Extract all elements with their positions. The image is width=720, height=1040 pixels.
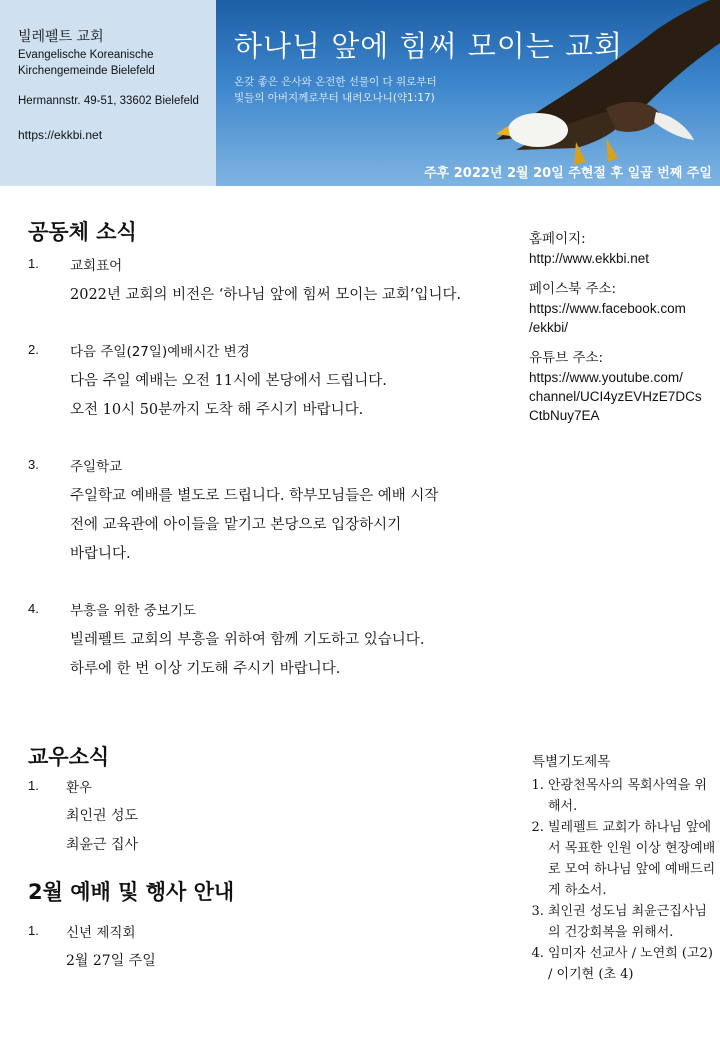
banner-verse-line: 온갖 좋은 은사와 온전한 선물이 다 위로부터 [234,76,437,88]
facebook-label: 페이스북 주소: [529,281,617,297]
item-number: 1. [28,256,39,271]
banner [216,0,720,186]
item-number: 1. [28,778,39,793]
item-text: 최윤근 집사 [66,837,139,853]
item-text: 오전 10시 50분까지 도착 해 주시기 바랍니다. [70,402,364,418]
service-date: 주후 2022년 2월 20일 주현절 후 일곱 번째 주일 [424,166,712,181]
banner-title: 하나님 앞에 힘써 모이는 교회 [234,29,624,63]
church-german-name [18,47,155,79]
item-number: 1. [28,923,39,938]
church-info-panel [0,0,216,186]
church-address: Hermannstr. 49-51, 33602 Bielefeld [18,95,199,107]
homepage-label: 홈페이지: [529,231,586,247]
banner-verse-line: 빛들의 아버지께로부터 내려오나니(약1:17) [234,92,435,104]
item-number: 2. [28,342,39,357]
links-panel [529,230,714,425]
youtube-link[interactable] [529,368,714,425]
homepage-link[interactable]: http://www.ekkbi.net [529,251,650,266]
item-text: 바랍니다. [70,546,131,562]
item-number: 3. [28,457,39,472]
item-title: 교회표어 [70,258,123,274]
item-text: 다음 주일 예배는 오전 11시에 본당에서 드립니다. [70,373,387,389]
youtube-link-line: channel/UCI4yzEVHzE7DCs [529,389,702,404]
item-text: 전에 교육관에 아이들을 맡기고 본당으로 입장하시기 [70,517,402,533]
item-title: 주일학교 [70,459,123,475]
item-title: 신년 제직회 [66,925,136,941]
item-number: 4. [28,601,39,616]
youtube-link-line: https://www.youtube.com/ [529,370,683,385]
youtube-link-line: CtbNuy7EA [529,408,600,423]
church-website-link[interactable]: https://ekkbi.net [18,128,103,142]
item-text: 최인권 성도 [66,808,139,824]
prayer-title: 특별기도제목 [532,754,611,770]
item-title: 다음 주일(27일)예배시간 변경 [70,344,250,360]
community-news-title: 공동체 소식 [28,220,137,244]
item-title: 환우 [66,780,93,796]
prayer-item: 2. 빌레펠트 교회가 하나님 앞에서 목표한 인원 이상 현장예배로 모여 하나님 앞에 예배드리게 하소서. [548,817,717,901]
facebook-link-line: /ekkbi/ [529,320,569,335]
church-german-name-line: Kirchengemeinde Bielefeld [18,65,155,77]
item-title: 부흥을 위한 중보기도 [70,603,196,619]
facebook-link-line: https://www.facebook.com [529,301,686,316]
church-german-name-line: Evangelische Koreanische [18,49,154,61]
church-name: 빌레펠트 교회 [18,29,104,45]
prayer-item: 4. 임미자 선교사 / 노연희 (고2) / 이기현 (초 4) [548,943,717,985]
events-title: 2월 예배 및 행사 안내 [28,880,235,904]
item-text: 하루에 한 번 이상 기도해 주시기 바랍니다. [70,661,341,677]
item-text: 빌레펠트 교회의 부흥을 위하여 함께 기도하고 있습니다. [70,632,425,648]
prayer-item: 3. 최인권 성도님 최윤근집사님의 건강회복을 위해서. [548,901,717,943]
banner-verse [234,74,437,106]
member-news-title: 교우소식 [28,745,110,769]
item-text: 2월 27일 주일 [66,953,156,969]
item-text: 2022년 교회의 비전은 ‘하나님 앞에 힘써 모이는 교회’입니다. [70,287,462,303]
item-text: 주일학교 예배를 별도로 드립니다. 학부모님들은 예배 시작 [70,488,439,504]
prayer-requests [532,752,717,985]
prayer-item: 1. 안광천목사의 목회사역을 위해서. [548,775,717,817]
facebook-link[interactable] [529,299,714,337]
youtube-label: 유튜브 주소: [529,350,604,366]
